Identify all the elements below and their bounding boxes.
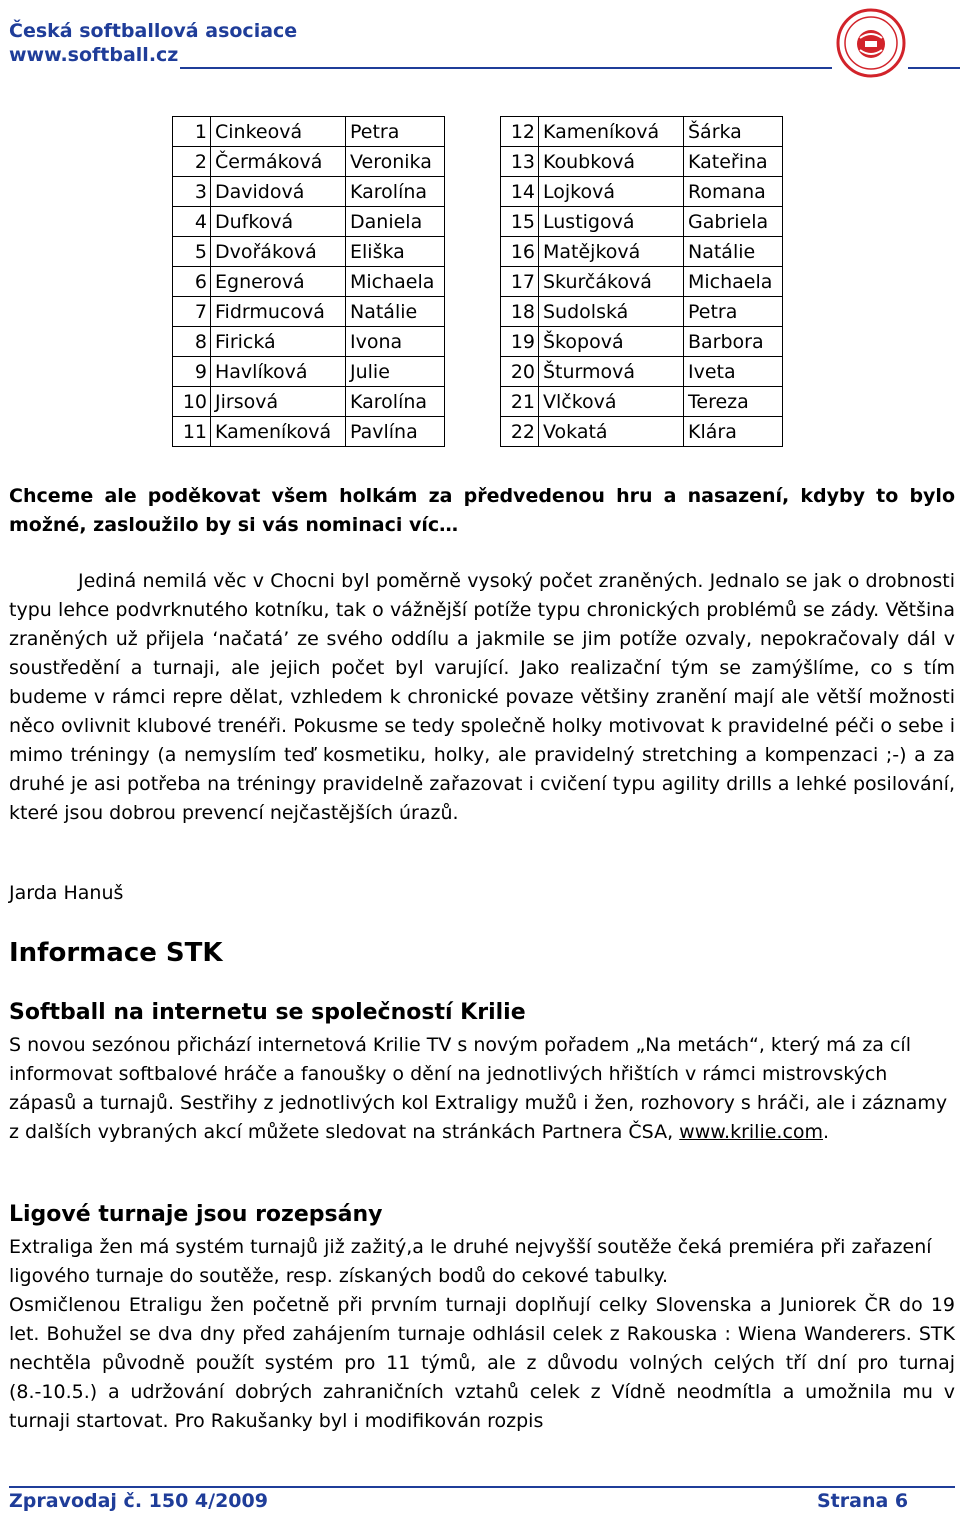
player-first-name: Natálie	[346, 297, 445, 327]
player-surname: Dufková	[211, 207, 346, 237]
player-surname: Havlíková	[211, 357, 346, 387]
roster-table-right	[500, 116, 783, 447]
player-number: 6	[173, 267, 211, 297]
player-first-name: Michaela	[346, 267, 445, 297]
roster-row	[173, 267, 445, 297]
roster-row	[501, 387, 783, 417]
roster-row	[501, 297, 783, 327]
player-first-name: Šárka	[684, 117, 783, 147]
page-number: Strana 6	[817, 1490, 909, 1512]
player-surname: Škopová	[539, 327, 684, 357]
player-surname: Dvořáková	[211, 237, 346, 267]
roster-row	[501, 267, 783, 297]
player-number: 18	[501, 297, 539, 327]
roster-row	[173, 327, 445, 357]
roster-row	[173, 117, 445, 147]
player-first-name: Julie	[346, 357, 445, 387]
player-number: 1	[173, 117, 211, 147]
player-number: 11	[173, 417, 211, 447]
internet-paragraph	[9, 1031, 949, 1147]
player-surname: Vlčková	[539, 387, 684, 417]
player-surname: Sudolská	[539, 297, 684, 327]
player-surname: Jirsová	[211, 387, 346, 417]
roster-row	[501, 237, 783, 267]
internet-heading: Softball na internetu se společností Krilie	[9, 1000, 526, 1025]
player-number: 14	[501, 177, 539, 207]
roster-row	[173, 387, 445, 417]
roster-row	[501, 177, 783, 207]
player-first-name: Petra	[346, 117, 445, 147]
player-number: 7	[173, 297, 211, 327]
player-number: 3	[173, 177, 211, 207]
player-first-name: Kateřina	[684, 147, 783, 177]
player-number: 21	[501, 387, 539, 417]
player-first-name: Iveta	[684, 357, 783, 387]
header-divider-right	[908, 67, 960, 69]
krilie-link[interactable]: www.krilie.com	[679, 1121, 824, 1143]
player-first-name: Barbora	[684, 327, 783, 357]
player-first-name: Daniela	[346, 207, 445, 237]
player-number: 10	[173, 387, 211, 417]
player-number: 20	[501, 357, 539, 387]
player-surname: Kameníková	[211, 417, 346, 447]
roster-row	[501, 207, 783, 237]
player-surname: Matějková	[539, 237, 684, 267]
roster-row	[501, 357, 783, 387]
player-first-name: Karolína	[346, 387, 445, 417]
player-surname: Vokatá	[539, 417, 684, 447]
player-first-name: Karolína	[346, 177, 445, 207]
player-surname: Egnerová	[211, 267, 346, 297]
player-number: 5	[173, 237, 211, 267]
player-first-name: Eliška	[346, 237, 445, 267]
player-number: 13	[501, 147, 539, 177]
player-first-name: Gabriela	[684, 207, 783, 237]
roster-row	[173, 237, 445, 267]
association-name: Česká softballová asociace	[9, 20, 298, 42]
roster-row	[501, 117, 783, 147]
player-number: 19	[501, 327, 539, 357]
section-heading-stk: Informace STK	[9, 938, 223, 968]
header-divider	[180, 67, 832, 69]
player-surname: Kameníková	[539, 117, 684, 147]
internet-text-end: .	[823, 1121, 830, 1143]
injury-article: Jediná nemilá věc v Chocni byl poměrně vysoký počet zraněných. Jednalo se jak o drobnosti typu lehce podvrknutého kotníku, tak o vážnější potíže typu chronických problémů se zády. Většina zraněných už přijela ‘načatá’ ze svého oddílu a jakmile se jim potíže ozvaly, nepokračovaly dál v soustředění a turnaji, ale jejich počet byl varující. Jako realizační tým se zamýšlíme, co s tím budeme v rámci repre dělat, vzhledem k chronické povaze většiny zranění mají ale větší možnosti něco ovlivnit klubové trenéři. Pokusme se tedy společně holky motivovat k pravidelné péči o sebe i mimo tréningy (a nemyslím teď kosmetiku, holky, ale pravidelný stretching a kompenzaci ;-) a za druhé je asi potřeba na tréningy pravidelně zařazovat i cvičení typu agility drills a lehké posilování, které jsou dobrou prevencí nejčastějších úrazů.	[9, 570, 955, 824]
roster-row	[173, 147, 445, 177]
player-first-name: Ivona	[346, 327, 445, 357]
player-number: 22	[501, 417, 539, 447]
roster-row	[173, 207, 445, 237]
player-number: 4	[173, 207, 211, 237]
footer-divider	[9, 1486, 955, 1488]
bulletin-issue: Zpravodaj č. 150 4/2009	[9, 1490, 268, 1512]
roster-table-left	[172, 116, 445, 447]
player-surname: Lustigová	[539, 207, 684, 237]
association-url[interactable]: www.softball.cz	[9, 44, 179, 66]
player-number: 16	[501, 237, 539, 267]
player-number: 12	[501, 117, 539, 147]
roster-row	[501, 327, 783, 357]
player-first-name: Klára	[684, 417, 783, 447]
league-heading: Ligové turnaje jsou rozepsány	[9, 1202, 383, 1227]
player-first-name: Michaela	[684, 267, 783, 297]
roster-row	[501, 147, 783, 177]
league-paragraph-2: Osmičlenou Etraligu žen početně při prvním turnaji doplňují celky Slovenska a Juniorek ČR do 19 let. Bohužel se dva dny před zahájením turnaje odhlásil celek z Rakouska : Wiena Wanderers. STK nechtěla původně použít systém pro 11 týmů, ale z důvodu volných celých tří dní pro turnaj (8.-10.5.) a udržování dobrých zahraničních vztahů celek z Vídně neodmítla a umožnila mu v turnaji startovat. Pro Rakušanky byl i modifikován rozpis	[9, 1294, 955, 1432]
roster-row	[173, 177, 445, 207]
softball-association-logo-icon	[836, 8, 906, 78]
player-first-name: Pavlína	[346, 417, 445, 447]
page-header	[0, 0, 960, 72]
roster-row	[173, 417, 445, 447]
internet-text: S novou sezónou přichází internetová Krilie TV s novým pořadem „Na metách“, který má za cíl informovat softbalové hráče a fanoušky o dění na jednotlivých hřištích v rámci mistrovských zápasů a turnajů. Sestřihy z jednotlivých kol Extraligy mužů i žen, rozhovory s hráči, ale i záznamy z dalších vybraných akcí můžete sledovat na stránkách Partnera ČSA,	[9, 1034, 948, 1143]
player-surname: Lojková	[539, 177, 684, 207]
roster-row	[173, 357, 445, 387]
player-first-name: Natálie	[684, 237, 783, 267]
roster-row	[173, 297, 445, 327]
player-number: 15	[501, 207, 539, 237]
article-author: Jarda Hanuš	[9, 882, 124, 904]
player-first-name: Veronika	[346, 147, 445, 177]
player-surname: Davidová	[211, 177, 346, 207]
player-number: 2	[173, 147, 211, 177]
player-first-name: Romana	[684, 177, 783, 207]
thanks-paragraph: Chceme ale poděkovat všem holkám za předvedenou hru a nasazení, kdyby to bylo možné, zasloužilo by si vás nominaci víc…	[9, 485, 955, 536]
player-first-name: Petra	[684, 297, 783, 327]
player-surname: Šturmová	[539, 357, 684, 387]
player-surname: Firická	[211, 327, 346, 357]
player-number: 9	[173, 357, 211, 387]
roster-row	[501, 417, 783, 447]
player-surname: Skurčáková	[539, 267, 684, 297]
player-first-name: Tereza	[684, 387, 783, 417]
league-paragraph-1: Extraliga žen má systém turnajů již zažitý,a le druhé nejvyšší soutěže čeká premiéra při zařazení ligového turnaje do soutěže, resp. získaných bodů do cekové tabulky.	[9, 1236, 932, 1287]
player-surname: Fidrmucová	[211, 297, 346, 327]
player-number: 17	[501, 267, 539, 297]
player-number: 8	[173, 327, 211, 357]
player-surname: Koubková	[539, 147, 684, 177]
player-surname: Cinkeová	[211, 117, 346, 147]
player-surname: Čermáková	[211, 147, 346, 177]
